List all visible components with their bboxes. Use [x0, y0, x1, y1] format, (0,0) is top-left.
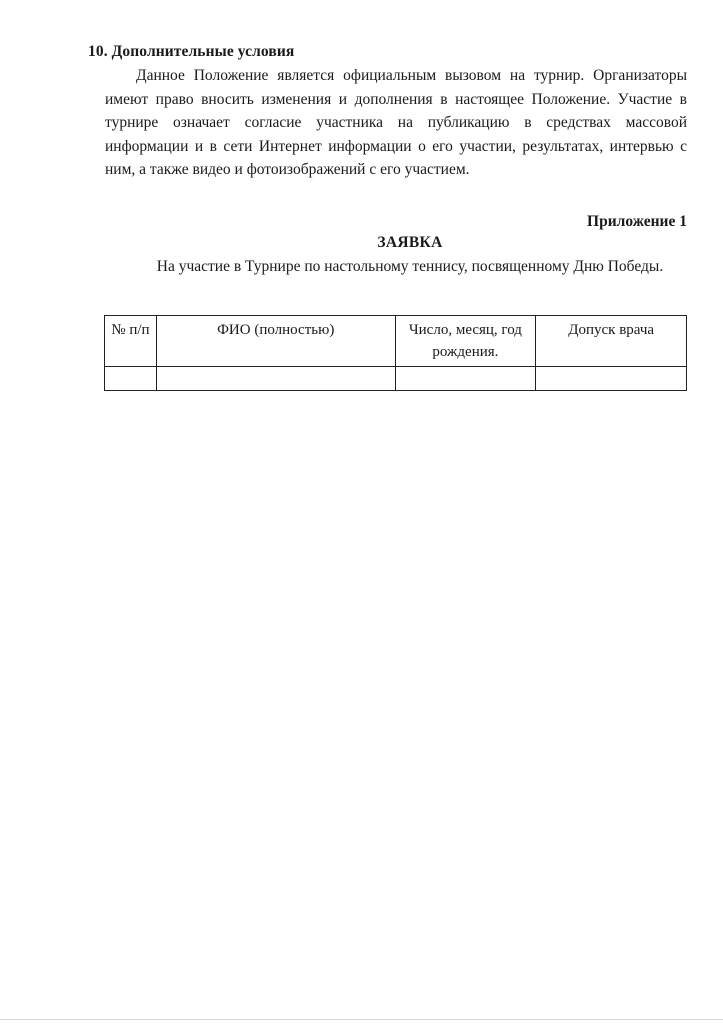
application-table — [104, 315, 687, 391]
cell-number[interactable] — [105, 367, 157, 391]
page-edge-line — [0, 1019, 723, 1020]
section-heading: 10. Дополнительные условия — [88, 43, 295, 60]
header-doctor-clearance: Допуск врача — [536, 316, 687, 367]
header-number: № п/п — [105, 316, 157, 367]
table-row — [105, 367, 687, 391]
header-birth-date: Число, месяц, год рождения. — [395, 316, 536, 367]
cell-full-name[interactable] — [156, 367, 395, 391]
conditions-paragraph: Данное Положение является официальным вызовом на турнир. Организаторы имеют право вносить изменения и дополнения в настоящее Положение. Участие в турнире означает согласие участника на публикацию в средствах массовой информации и в сети Интернет информации о его участии, результатах, интервью с ним, а также видео и фотоизображений с его участием. — [105, 67, 687, 178]
cell-birth-date[interactable] — [395, 367, 536, 391]
header-full-name: ФИО (полностью) — [156, 316, 395, 367]
cell-doctor-clearance[interactable] — [536, 367, 687, 391]
application-title: ЗАЯВКА — [377, 234, 443, 251]
appendix-label: Приложение 1 — [587, 213, 687, 230]
application-subtitle: На участие в Турнире по настольному теннису, посвященному Дню Победы. — [156, 258, 664, 275]
table-header-row — [105, 316, 687, 367]
